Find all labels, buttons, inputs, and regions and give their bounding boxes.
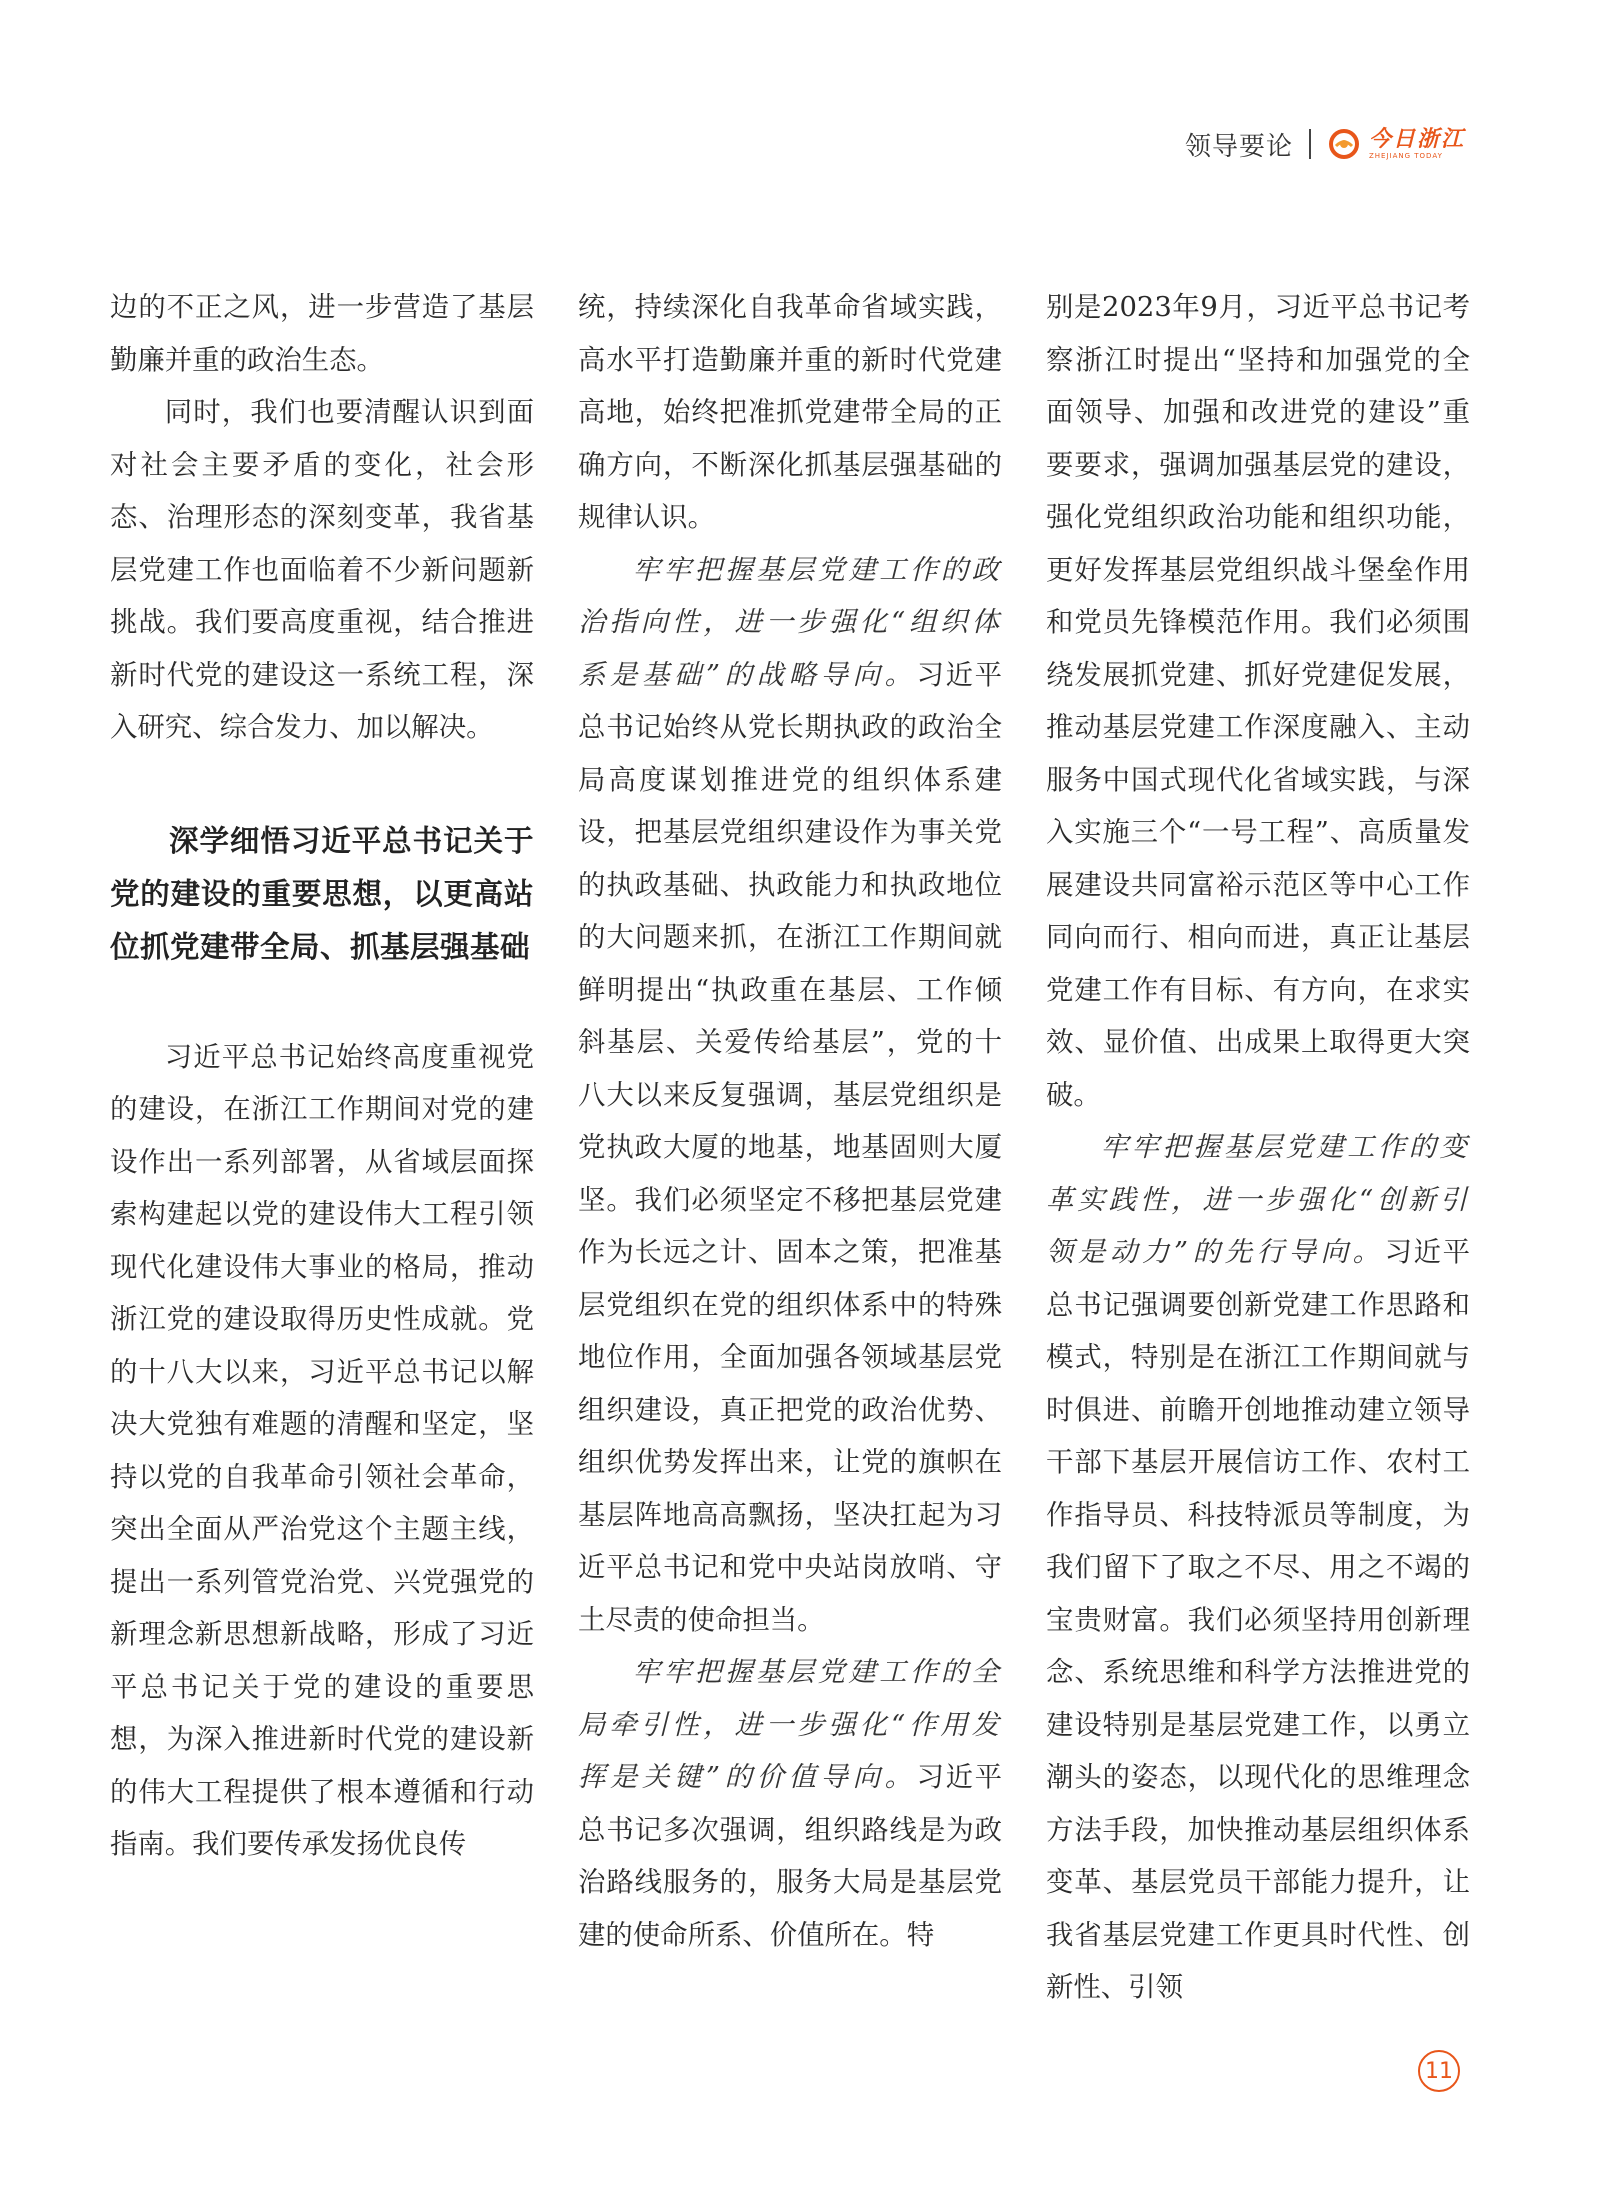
paragraph: 同时，我们也要清醒认识到面对社会主要矛盾的变化，社会形态、治理形态的深刻变革，我省基层党建工作也面临着不少新问题新挑战。我们要高度重视，结合推进新时代党的建设这一系统工程，深入研究、综合发力、加以解决。 [110,397,534,743]
paragraph: 习近平总书记始终高度重视党的建设，在浙江工作期间对党的建设作出一系列部署，从省域层面探索构建起以党的建设伟大工程引领现代化建设伟大事业的格局，推动浙江党的建设取得历史性成就。党的十八大以来，习近平总书记以解决大党独有难题的清醒和坚定，坚持以党的自我革命引领社会革命，突出全面从严治党这个主题主线，提出一系列管党治党、兴党强党的新理念新思想新战略，形成了习近平总书记关于党的建设的重要思想，为深入推进新时代党的建设新的伟大工程提供了根本遵循和行动指南。我们要传承发扬优良传 [110,1041,534,1860]
header-divider [1309,129,1311,159]
paragraph [578,1647,1002,1962]
article-body [110,282,1470,2042]
section-heading: 深学细悟习近平总书记关于党的建设的重要思想，以更高站位抓党建带全局、抓基层强基础 [110,823,534,964]
lead-sentence: 牢牢把握基层党建工作的变革实践性，进一步强化“创新引领是动力”的先行导向。 [1046,1132,1470,1268]
column-3 [1046,282,1470,2042]
paragraph-body: 习近平总书记始终从党长期执政的政治全局高度谋划推进党的组织体系建设，把基层党组织建设作为事关党的执政基础、执政能力和执政地位的大问题来抓，在浙江工作期间就鲜明提出“执政重在基层、工作倾斜基层、关爱传给基层”，党的十八大以来反复强调，基层党组织是党执政大厦的地基，地基固则大厦坚。我们必须坚定不移把基层党建作为长远之计、固本之策，把准基层党组织在党的组织体系中的特殊地位作用，全面加强各领域基层党组织建设，真正把党的政治优势、组织优势发挥出来，让党的旗帜在基层阵地高高飘扬，坚决扛起为习近平总书记和党中央站岗放哨、守土尽责的使命担当。 [578,659,1002,1636]
paragraph: 别是2023年9月，习近平总书记考察浙江时提出“坚持和加强党的全面领导、加强和改进党的建设”重要要求，强调加强基层党的建设，强化党组织政治功能和组织功能，更好发挥基层党组织战斗堡垒作用和党员先锋模范作用。我们必须围绕发展抓党建、抓好党建促发展，推动基层党建工作深度融入、主动服务中国式现代化省域实践，与深入实施三个“一号工程”、高质量发展建设共同富裕示范区等中心工作同向而行、相向而进，真正让基层党建工作有目标、有方向，在求实效、显价值、出成果上取得更大突破。 [1046,292,1470,1111]
paragraph [1046,1122,1470,2015]
paragraph-body: 习近平总书记多次强调，组织路线是为政治路线服务的，服务大局是基层党建的使命所系、价值所在。特 [578,1762,1002,1951]
paragraph-body: 习近平总书记强调要创新党建工作思路和模式，特别是在浙江工作期间就与时俱进、前瞻开创地推动建立领导干部下基层开展信访工作、农村工作指导员、科技特派员等制度，为我们留下了取之不尽、用之不竭的宝贵财富。我们必须坚持用创新理念、系统思维和科学方法推进党的建设特别是基层党建工作，以勇立潮头的姿态，以现代化的思维理念方法手段，加快推动基层组织体系变革、基层党员干部能力提升，让我省基层党建工作更具时代性、创新性、引领 [1046,1237,1470,2003]
lead-sentence: 牢牢把握基层党建工作的政治指向性，进一步强化“组织体系是基础”的战略导向。 [578,554,1002,691]
logo-chinese: 今日浙江 [1368,126,1465,152]
paragraph: 统，持续深化自我革命省域实践，高水平打造勤廉并重的新时代党建高地，始终把准抓党建带全局的正确方向，不断深化抓基层强基础的规律认识。 [578,292,1002,533]
logo-english: ZHEJIANG TODAY [1368,152,1443,160]
column-1 [110,282,534,2042]
page-header [1185,120,1465,168]
magazine-logo [1327,127,1465,161]
lead-sentence: 牢牢把握基层党建工作的全局牵引性，进一步强化“作用发挥是关键”的价值导向。 [578,1657,1002,1793]
section-label: 领导要论 [1184,131,1293,162]
paragraph: 边的不正之风，进一步营造了基层勤廉并重的政治生态。 [110,292,534,376]
column-2 [578,282,1002,2042]
paragraph [578,545,1002,1648]
sun-logo-icon [1327,127,1361,161]
page-number: 11 [1418,2050,1460,2092]
